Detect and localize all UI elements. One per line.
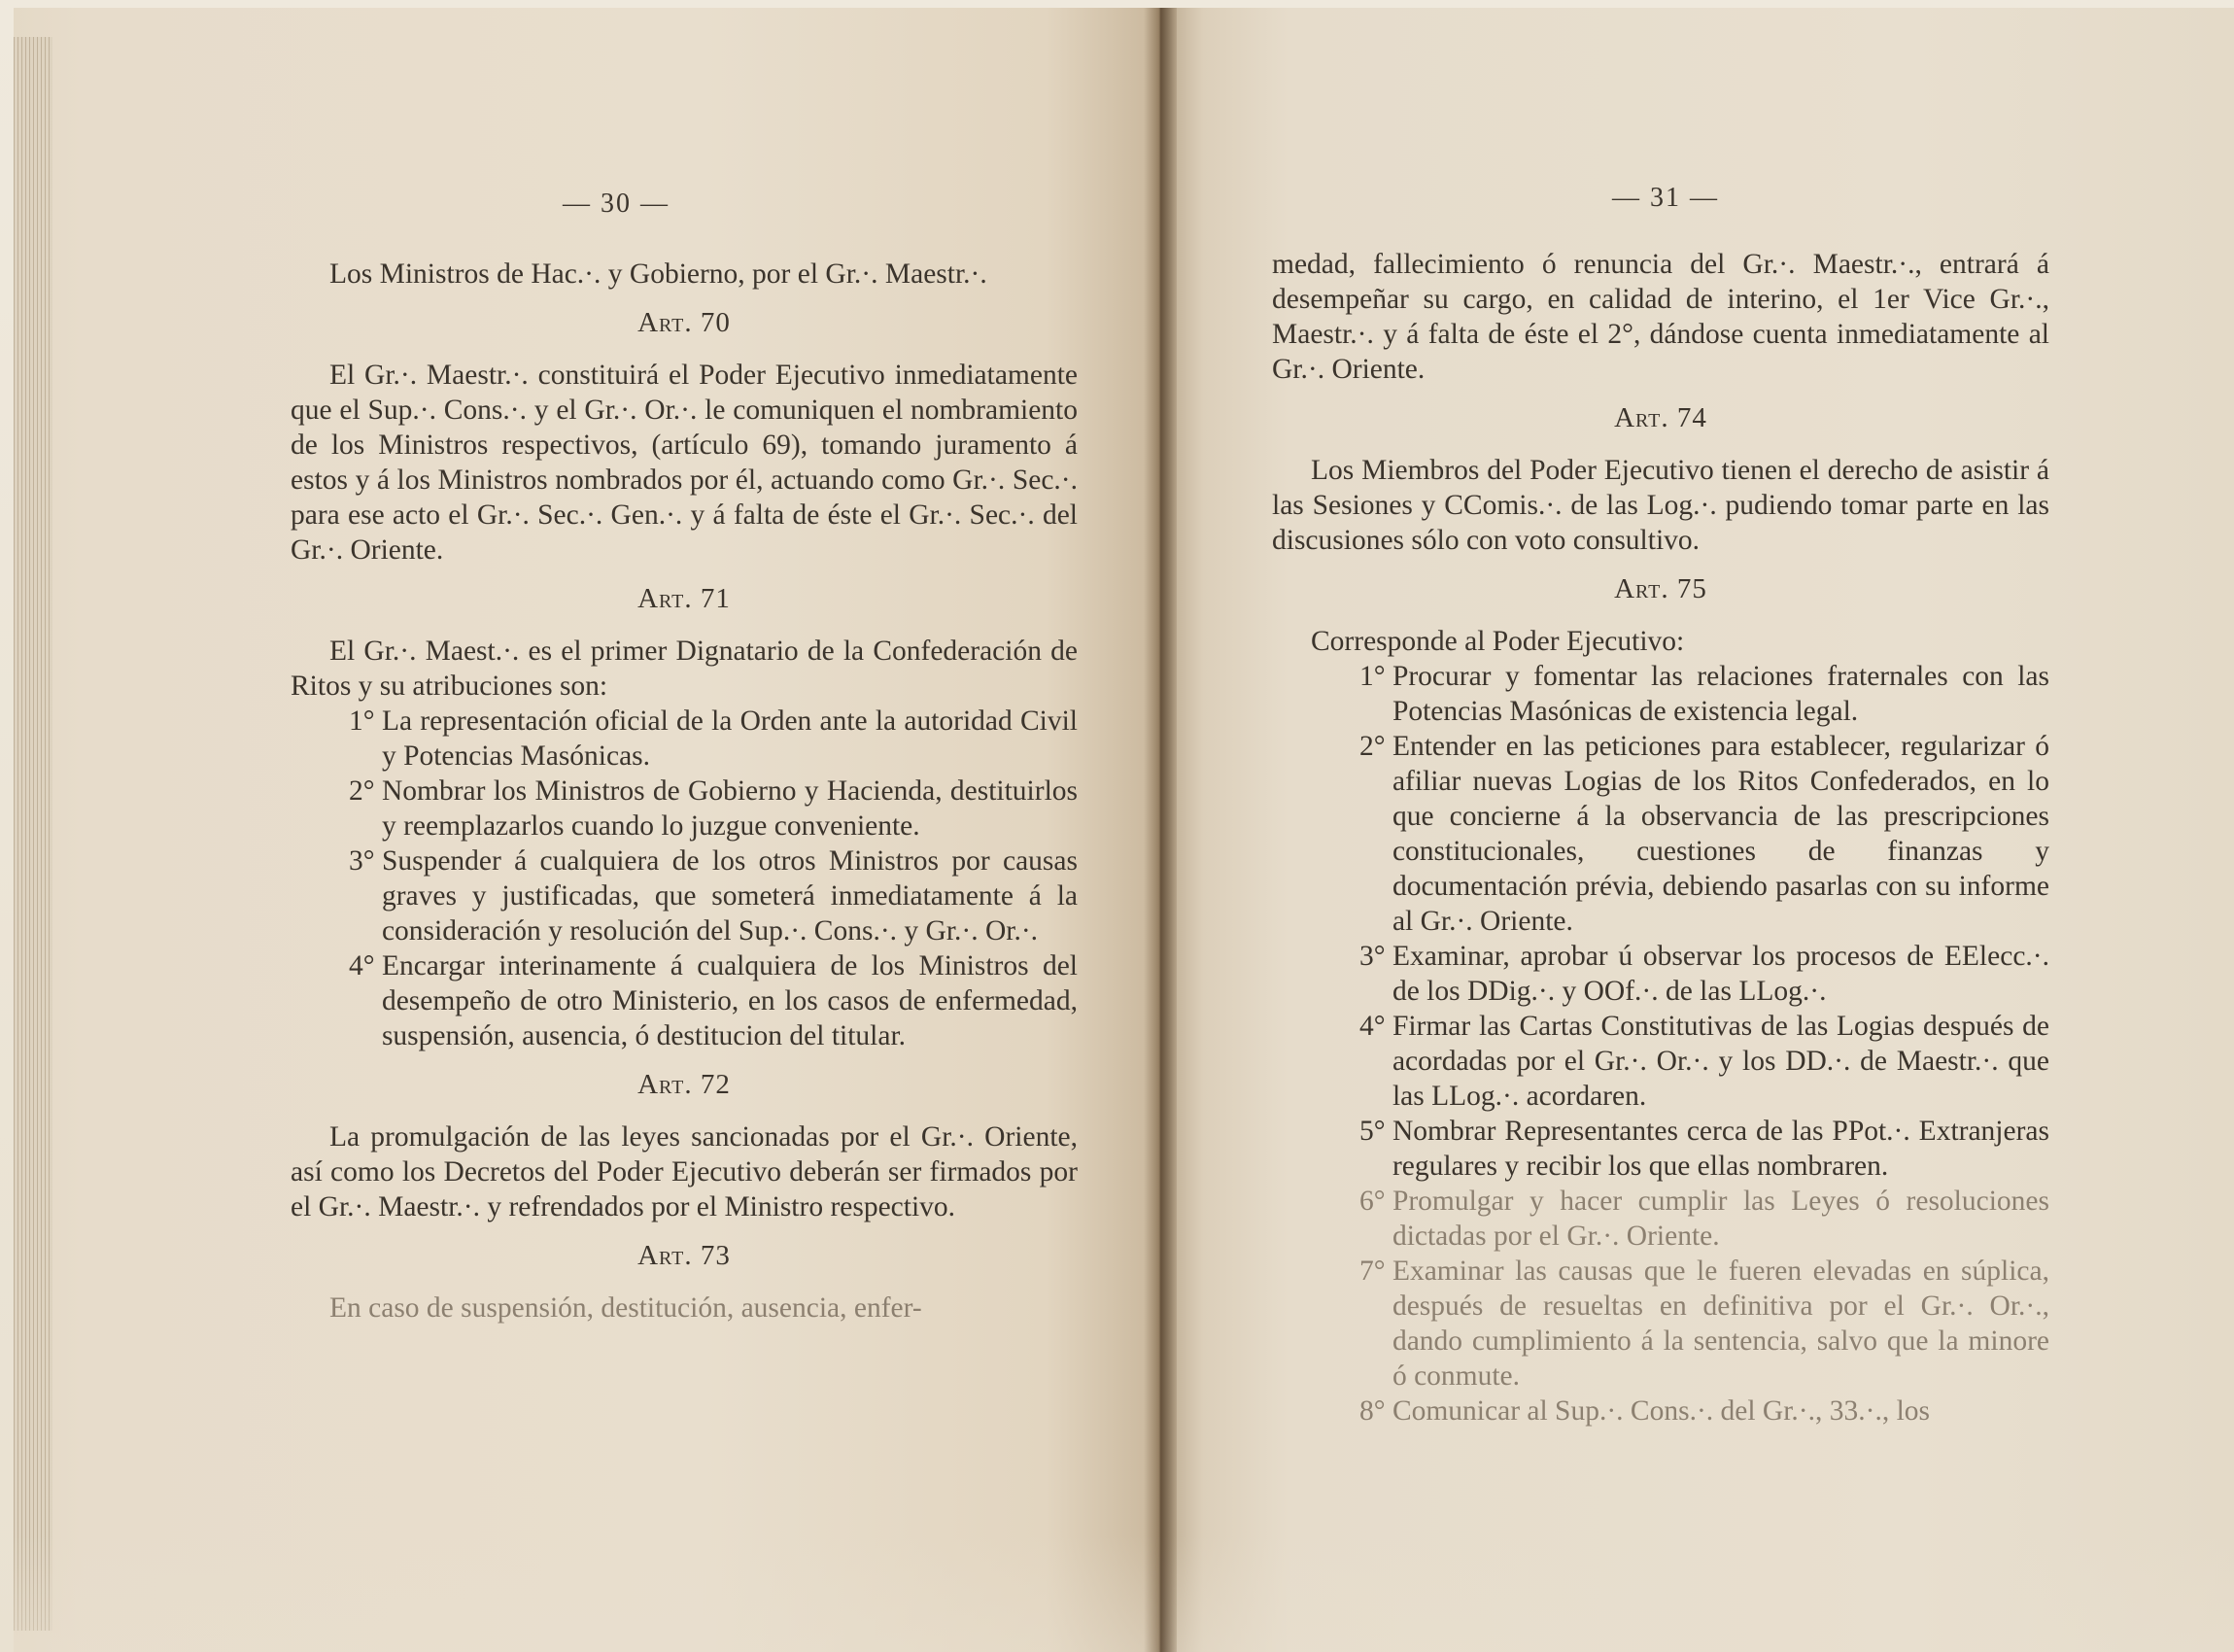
- list-item-text: Suspender á cualquiera de los otros Ministros por causas graves y justificadas, que someterá inmediatamente á la consideración y resolución del Sup.·. Cons.·. y Gr.·. Or.·.: [381, 845, 1078, 946]
- article-70-text: El Gr.·. Maestr.·. constituirá el Poder Ejecutivo inmediatamente que el Sup.·. Cons.·. y el Gr.·. Or.·. le comuniquen el nombramiento de los Ministros respectivos, (artículo 69), tomando juramento á estos y á los Ministros nombrados por él, actuando como Gr.·. Sec.·. para ese acto el Gr.·. Sec.·. Gen.·. y á falta de éste el Gr.·. Sec.·. del Gr.·. Oriente.: [291, 360, 1078, 566]
- page-number-right: — 31 —: [1612, 183, 1719, 213]
- list-item-number: 2°: [1359, 731, 1386, 762]
- article-71-intro: El Gr.·. Maest.·. es el primer Dignatario de la Confederación de Ritos y su atribuciones son:: [291, 636, 1078, 702]
- page-edges: [14, 37, 52, 1631]
- list-item-number: 4°: [1359, 1011, 1386, 1042]
- article-heading-73: Art. 73: [637, 1240, 731, 1271]
- list-item: [1359, 659, 2049, 729]
- list-item-number: 7°: [1359, 1256, 1386, 1287]
- list-item-number: 4°: [349, 950, 375, 981]
- list-item-text: Comunicar al Sup.·. Cons.·. del Gr.·., 33.·., los: [1392, 1395, 1931, 1427]
- list-item-text: Nombrar Representantes cerca de las PPot.·. Extranjeras regulares y recibir los que ellas nombraren.: [1392, 1116, 2049, 1182]
- list-item-text: Examinar las causas que le fueren elevadas en súplica, después de resueltas en definitiva por el Gr.·. Or.·., dando cumplimiento á la sentencia, salvo que la minore ó conmute.: [1392, 1256, 2049, 1392]
- page-number-left: — 30 —: [563, 189, 670, 219]
- list-item-text: Encargar interinamente á cualquiera de los Ministros del desempeño de otro Ministerio, en los casos de enfermedad, suspensión, ausencia, ó destitucion del titular.: [381, 950, 1078, 1051]
- list-item: [349, 704, 1078, 774]
- list-item: [349, 948, 1078, 1053]
- list-item-number: 2°: [349, 775, 375, 807]
- page-shadow: [14, 1535, 1160, 1652]
- article-heading-70: Art. 70: [637, 307, 731, 338]
- article-72-text: La promulgación de las leyes sancionadas por el Gr.·. Oriente, así como los Decretos del Poder Ejecutivo deberán ser firmados por el Gr.·. Maestr.·. y refrendados por el Ministro respectivo.: [291, 1121, 1078, 1222]
- list-item: [1359, 1394, 2049, 1428]
- article-75-intro: Corresponde al Poder Ejecutivo:: [1311, 626, 1685, 657]
- page-shadow: [1160, 1535, 2234, 1652]
- list-item-text: Entender en las peticiones para establecer, regularizar ó afiliar nuevas Logias de los Ritos Confederados, en lo que concierne á la observancia de las prescripciones constitucionales, cuestiones de finanzas y documentación prévia, debiendo pasarlas con su informe al Gr.·. Oriente.: [1392, 731, 2049, 937]
- list-item: [1359, 939, 2049, 1009]
- list-item-number: 8°: [1359, 1395, 1386, 1427]
- article-74-text: Los Miembros del Poder Ejecutivo tienen el derecho de asistir á las Sesiones y CComis.·. de las Log.·. pudiendo tomar parte en las discusiones sólo con voto consultivo.: [1272, 455, 2049, 556]
- right-page: [1160, 8, 2234, 1652]
- list-item-text: La representación oficial de la Orden ante la autoridad Civil y Potencias Masónicas.: [381, 706, 1078, 772]
- article-heading-75: Art. 75: [1614, 573, 1707, 604]
- list-item-number: 3°: [1359, 941, 1386, 972]
- right-text-block: [1272, 247, 2049, 1428]
- left-text-block: [291, 257, 1078, 1325]
- list-item-number: 1°: [349, 706, 375, 737]
- article-73-text: En caso de suspensión, destitución, ausencia, enfer-: [329, 1292, 922, 1324]
- continuation-paragraph: medad, fallecimiento ó renuncia del Gr.·. Maestr.·., entrará á desempeñar su cargo, en calidad de interino, el 1er Vice Gr.·., Maestr.·. y á falta de éste el 2°, dándose cuenta inmediatamente al Gr.·. Oriente.: [1272, 249, 2049, 385]
- list-item: [1359, 1114, 2049, 1184]
- book-gutter: [1144, 8, 1177, 1652]
- list-item: [1359, 1009, 2049, 1114]
- list-item: [1359, 729, 2049, 939]
- list-item-number: 3°: [349, 845, 375, 877]
- article-75-list: [1272, 659, 2049, 1428]
- list-item-number: 1°: [1359, 661, 1386, 692]
- article-heading-72: Art. 72: [637, 1069, 731, 1100]
- article-heading-74: Art. 74: [1614, 402, 1707, 433]
- intro-paragraph: Los Ministros de Hac.·. y Gobierno, por el Gr.·. Maestr.·.: [329, 258, 987, 290]
- list-item: [349, 774, 1078, 843]
- list-item-text: Examinar, aprobar ú observar los procesos de EElecc.·. de los DDig.·. y OOf.·. de las LLog.·.: [1392, 941, 2049, 1007]
- left-page: [14, 8, 1160, 1652]
- article-71-list: [291, 704, 1078, 1053]
- list-item: [349, 843, 1078, 948]
- list-item: [1359, 1254, 2049, 1394]
- list-item: [1359, 1184, 2049, 1254]
- list-item-text: Procurar y fomentar las relaciones fraternales con las Potencias Masónicas de existencia legal.: [1392, 661, 2049, 727]
- list-item-text: Firmar las Cartas Constitutivas de las Logias después de acordadas por el Gr.·. Or.·. y los DD.·. de Maestr.·. que las LLog.·. acordaren.: [1392, 1011, 2049, 1112]
- open-book: [14, 8, 2234, 1652]
- list-item-number: 6°: [1359, 1186, 1386, 1217]
- list-item-text: Promulgar y hacer cumplir las Leyes ó resoluciones dictadas por el Gr.·. Oriente.: [1392, 1186, 2049, 1252]
- list-item-number: 5°: [1359, 1116, 1386, 1147]
- list-item-text: Nombrar los Ministros de Gobierno y Hacienda, destituirlos y reemplazarlos cuando lo juzgue conveniente.: [381, 775, 1078, 842]
- article-heading-71: Art. 71: [637, 583, 731, 614]
